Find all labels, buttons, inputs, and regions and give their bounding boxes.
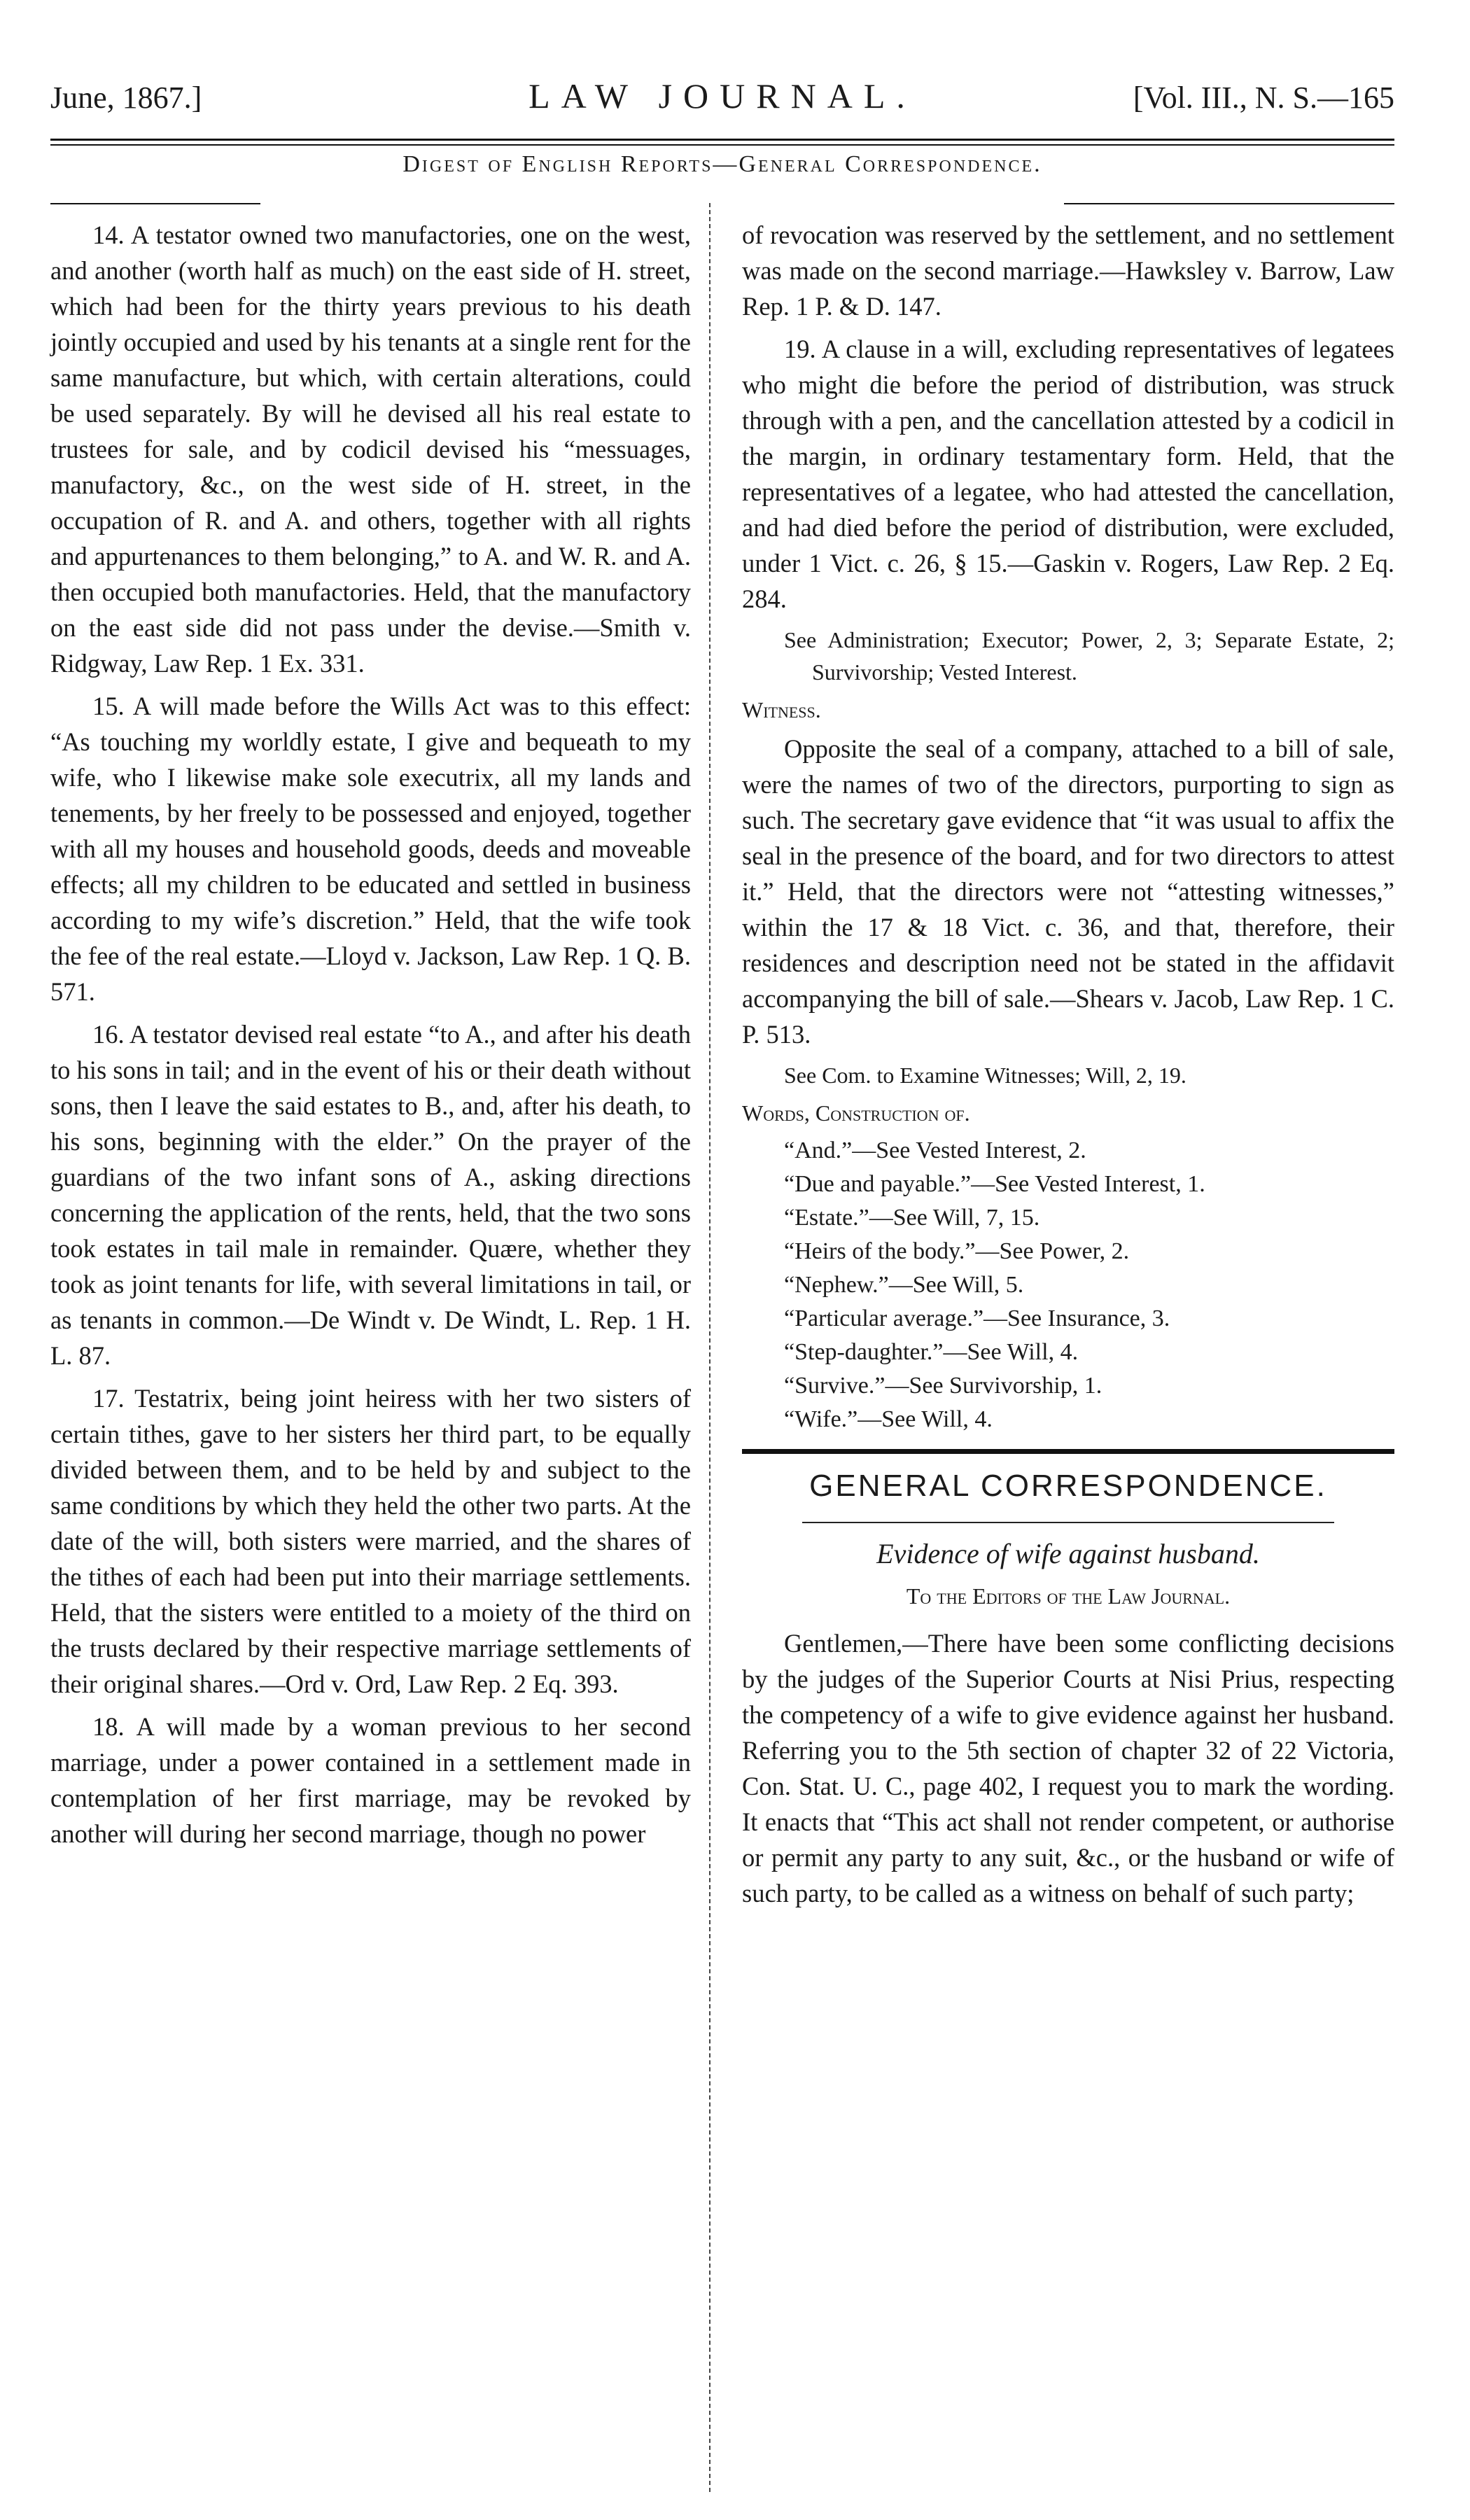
digest-entry-16: 16. A testator devised real estate “to A., and after his death to his sons in tail; and in the event of his or their death without sons, then I leave the said estates to B., and, after his death, to his sons, beginning with the elder.” On the prayer of the guardians of the two infant sons of A., asking directions concerning the application of the rents, held, that the two sons took estates in tail male in remainder. Quære, whether they took as joint tenants for life, with several limitations in tail, or as tenants in common.—De Windt v. De Windt, L. Rep. 1 H. L. 87. <box>50 1020 691 1370</box>
list-item: “Nephew.”—See Will, 5. <box>784 1272 1024 1298</box>
cross-reference-witness: See Com. to Examine Witnesses; Will, 2, 19. <box>784 1063 1186 1088</box>
words-list <box>784 1134 1394 1436</box>
digest-entry-17: 17. Testatrix, being joint heiress with her two sisters of certain tithes, gave to her sisters her third part, to be equally divided between them, and to be held by and subject to the same conditions by which they held the other two parts. At the date of the will, both sisters were married, and the shares of the tithes of each had been put into their marriage settlements. Held, that the sisters were entitled to a moiety of the third on the trusts declared by their respective marriage settlements of their original shares.—Ord v. Ord, Law Rep. 2 Eq. 393. <box>50 1384 691 1698</box>
witness-entry: Opposite the seal of a company, attached to a bill of sale, were the names of two of the directors, purporting to sign as such. The secretary gave evidence that “it was usual to affix the seal in the presence of the board, and for two directors to attest it.” Held, that the directors were not “attesting witnesses,” within the 17 & 18 Vict. c. 36, and that, therefore, their residences and description need not be stated in the affidavit accompanying the bill of sale.—Shears v. Jacob, Law Rep. 1 C. P. 513. <box>742 734 1394 1049</box>
page-header <box>50 67 1394 130</box>
list-item: “And.”—See Vested Interest, 2. <box>784 1138 1086 1163</box>
letter-address: To the Editors of the Law Journal. <box>906 1583 1231 1609</box>
list-item: “Step-daughter.”—See Will, 4. <box>784 1339 1079 1365</box>
journal-title: LAW JOURNAL. <box>528 76 916 115</box>
header-rule <box>50 139 1394 146</box>
list-item: “Wife.”—See Will, 4. <box>784 1406 993 1432</box>
section-title: Digest of English Reports—General Correspondence. <box>402 151 1042 177</box>
issue-date: June, 1867.] <box>50 80 202 115</box>
section-divider <box>742 1449 1394 1454</box>
list-item: “Heirs of the body.”—See Power, 2. <box>784 1238 1130 1264</box>
column-divider <box>709 203 710 2492</box>
digest-entry-18: 18. A will made by a woman previous to her second marriage, under a power contained in a settlement made in contemplation of her first marriage, may be revoked by another will during her second marriage, though no power <box>50 1712 691 1848</box>
digest-entry-18-continued: of revocation was reserved by the settlement, and no settlement was made on the second marriage.—Hawksley v. Barrow, Law Rep. 1 P. & D. 147. <box>742 220 1394 321</box>
letter-title: Evidence of wife against husband. <box>876 1538 1260 1569</box>
heading-witness: Witness. <box>742 697 821 722</box>
right-column-rule <box>1064 203 1394 204</box>
left-column <box>50 217 691 1858</box>
title-rule <box>802 1522 1334 1523</box>
letter-body: Gentlemen,—There have been some conflicting decisions by the judges of the Superior Courts at Nisi Prius, respecting the competency of a wife to give evidence against her husband. Referring you to the 5th section of chapter 32 of 22 Victoria, Con. Stat. U. C., page 402, I request you to mark the wording. It enacts that “This act shall not render competent, or authorise or permit any party to any suit, &c., or the husband or wife of such party, to be called as a witness on behalf of such party; <box>742 1629 1394 1907</box>
right-column <box>742 217 1394 1918</box>
list-item: “Survive.”—See Survivorship, 1. <box>784 1373 1102 1399</box>
list-item: “Due and payable.”—See Vested Interest, 1. <box>784 1171 1205 1197</box>
general-correspondence-title: GENERAL CORRESPONDENCE. <box>809 1469 1327 1503</box>
digest-entry-15: 15. A will made before the Wills Act was to this effect: “As touching my worldly estate, I give and bequeath to my wife, who I likewise make sole executrix, all my lands and tenements, by her freely to be possessed and enjoyed, together with all my houses and household goods, deeds and moveable effects; all my children to be educated and settled in business according to my wife’s discretion.” Held, that the wife took the fee of the real estate.—Lloyd v. Jackson, Law Rep. 1 Q. B. 571. <box>50 692 691 1006</box>
volume-page: [Vol. III., N. S.—165 <box>1133 80 1394 115</box>
cross-reference: See Administration; Executor; Power, 2, 3; Separate Estate, 2; Survivorship; Vested Interest. <box>784 627 1394 685</box>
heading-words-construction: Words, Construction of. <box>742 1100 970 1126</box>
digest-entry-19: 19. A clause in a will, excluding representatives of legatees who might die before the period of distribution, was struck through with a pen, and the cancellation attested by a codicil in the margin, in ordinary testamentary form. Held, that the representatives of a legatee, who had attested the cancellation, and had died before the period of distribution, were excluded, under 1 Vict. c. 26, § 15.—Gaskin v. Rogers, Law Rep. 2 Eq. 284. <box>742 335 1394 613</box>
digest-entry-14: 14. A testator owned two manufactories, one on the west, and another (worth half as much) on the east side of H. street, which had been for the thirty years previous to his death jointly occupied and used by his tenants at a single rent for the same manufacture, but which, with certain alterations, could be used separately. By will he devised all his real estate to trustees for sale, and by codicil devised his “messuages, manufactory, &c., on the west side of H. street, in the occupation of R. and A. and others, together with all rights and appurtenances to them belonging,” to A. and W. R. and A. then occupied both manufactories. Held, that the manufactory on the east side did not pass under the devise.—Smith v. Ridgway, Law Rep. 1 Ex. 331. <box>50 220 691 678</box>
left-column-rule <box>50 203 260 204</box>
list-item: “Estate.”—See Will, 7, 15. <box>784 1205 1040 1231</box>
list-item: “Particular average.”—See Insurance, 3. <box>784 1306 1170 1331</box>
